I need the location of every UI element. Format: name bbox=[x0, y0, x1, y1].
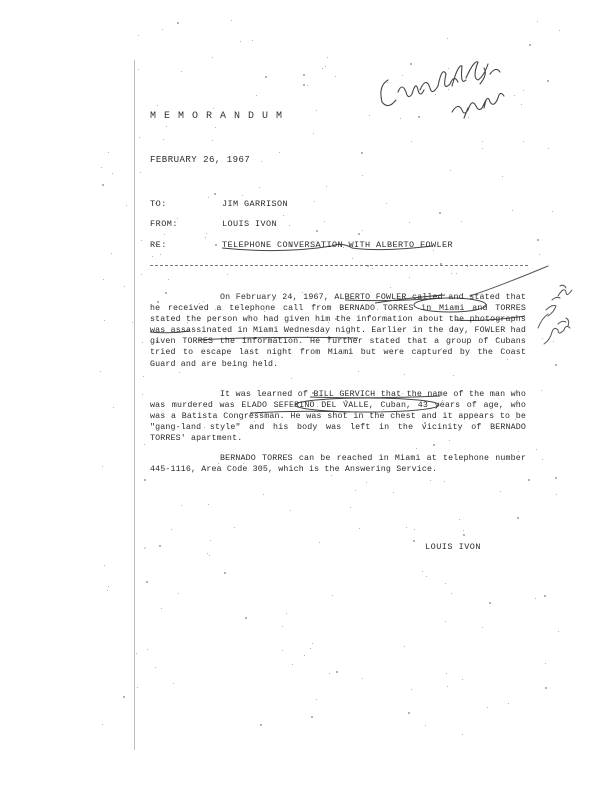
body-paragraph-3: BERNADO TORRES can be reached in Miami at telephone number 445-1116, Area Code 305, which is the Answering Service. bbox=[150, 454, 526, 475]
memo-title: MEMORANDUM bbox=[150, 111, 291, 122]
to-value: JIM GARRISON bbox=[222, 199, 289, 209]
body-paragraph-1: On February 24, 1967, ALBERTO FOWLER called and stated that he received a telephone call from BERNADO TORRES in Miami and TORRES stated the person who had given him the information about the photographs was assassinated in Miami Wednesday night. Earlier in the day, FOWLER had given TORRES the information. He further stated that a group of Cubans tried to escape last night from Miami but were captured by the Coast Guard and are being held. bbox=[150, 293, 526, 369]
re-value: TELEPHONE CONVERSATION WITH ALBERTO FOWLER bbox=[222, 240, 454, 250]
handwritten-signature-scribble bbox=[381, 62, 504, 118]
memo-date: FEBRUARY 26, 1967 bbox=[150, 155, 251, 165]
body-paragraph-2: It was learned of BILL GERVICH that the name of the man who was murdered was ELADO SEFERINO DEL VALLE, Cuban, 43 years of age, who was a Batista Congressman. He was shot in the chest and it appears to be "gang-land style" and his body was left in the vicinity of BERNADO TORRES' apartment. bbox=[150, 390, 526, 444]
re-label: RE: bbox=[150, 240, 167, 250]
header-divider bbox=[150, 265, 528, 266]
from-value: LOUIS IVON bbox=[222, 219, 278, 229]
signature-name: LOUIS IVON bbox=[425, 542, 482, 552]
to-label: TO: bbox=[150, 199, 167, 209]
from-label: FROM: bbox=[150, 219, 179, 229]
